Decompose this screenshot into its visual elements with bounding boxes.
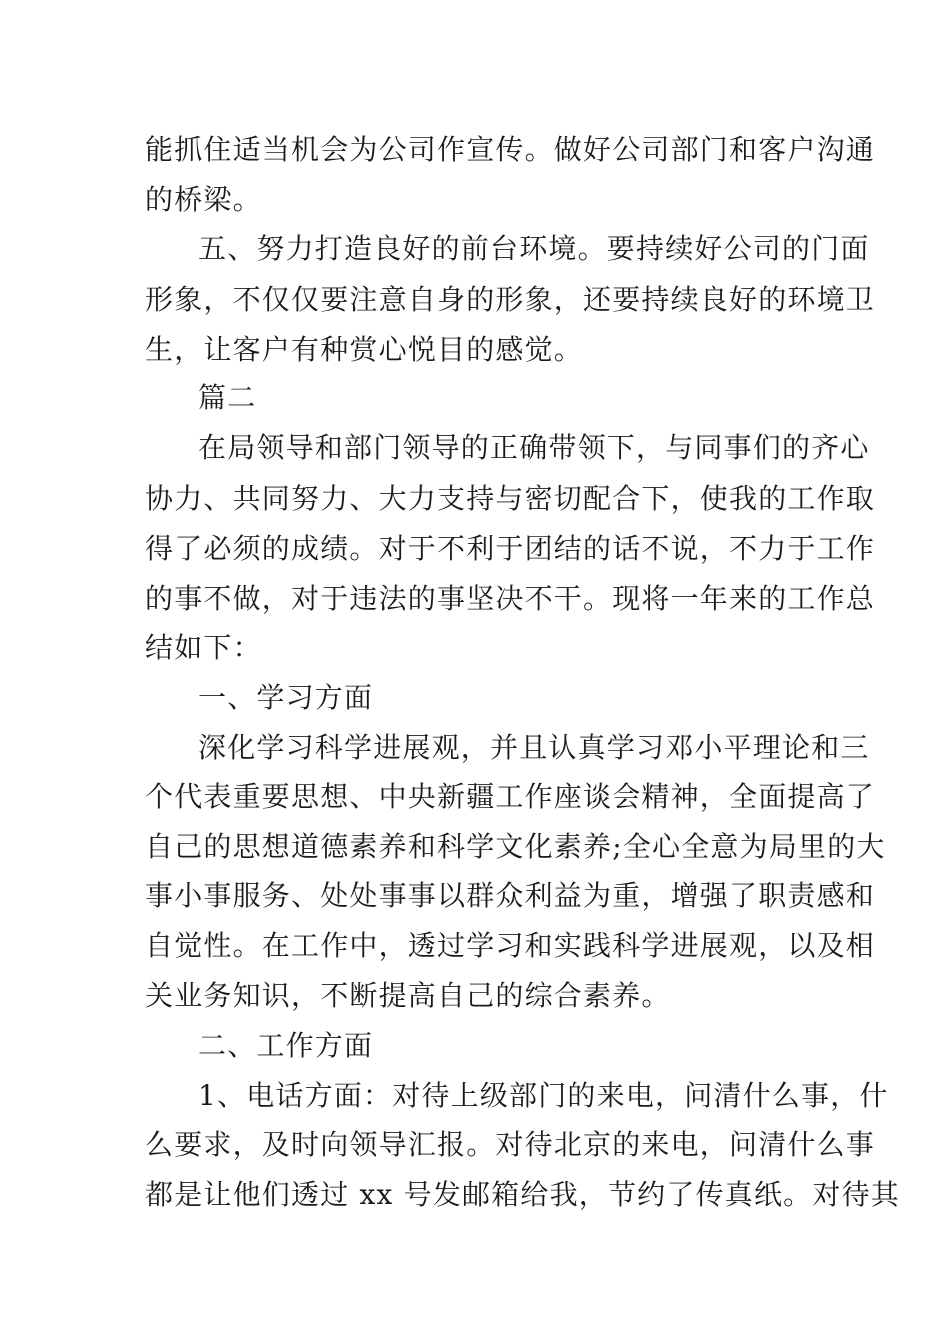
paragraph-line: 生，让客户有种赏心悦目的感觉。 (145, 333, 584, 366)
paragraph-line: 1、电话方面：对待上级部门的来电，问清什么事，什 (198, 1079, 889, 1112)
paragraph-line: 深化学习科学进展观，并且认真学习邓小平理论和三 (198, 731, 870, 764)
paragraph-line: 自觉性。在工作中，透过学习和实践科学进展观，以及相 (145, 929, 876, 962)
section-heading: 二、工作方面 (198, 1029, 374, 1062)
paragraph-line: 事小事服务、处处事事以群众利益为重，增强了职责感和 (145, 879, 876, 912)
paragraph-line: 在局领导和部门领导的正确带领下，与同事们的齐心 (198, 431, 870, 464)
paragraph-line: 的事不做，对于违法的事坚决不干。现将一年来的工作总 (145, 582, 876, 615)
paragraph-line: 的桥梁。 (145, 183, 262, 216)
paragraph-line: 自己的思想道德素养和科学文化素养;全心全意为局里的大 (145, 830, 886, 863)
paragraph-line: 五、努力打造良好的前台环境。要持续好公司的门面 (198, 232, 870, 265)
paragraph-line: 协力、共同努力、大力支持与密切配合下，使我的工作取 (145, 482, 876, 515)
paragraph-line: 能抓住适当机会为公司作宣传。做好公司部门和客户沟通 (145, 133, 876, 166)
section-heading: 篇二 (198, 381, 257, 414)
section-heading: 一、学习方面 (198, 681, 374, 714)
paragraph-line: 都是让他们透过 xx 号发邮箱给我，节约了传真纸。对待其 (145, 1178, 900, 1211)
paragraph-line: 结如下： (145, 631, 262, 664)
paragraph-line: 关业务知识，不断提高自己的综合素养。 (145, 979, 671, 1012)
paragraph-line: 得了必须的成绩。对于不利于团结的话不说，不力于工作 (145, 532, 876, 565)
paragraph-line: 么要求，及时向领导汇报。对待北京的来电，问清什么事 (145, 1128, 876, 1161)
paragraph-line: 形象，不仅仅要注意自身的形象，还要持续良好的环境卫 (145, 283, 876, 316)
paragraph-line: 个代表重要思想、中央新疆工作座谈会精神，全面提高了 (145, 780, 876, 813)
